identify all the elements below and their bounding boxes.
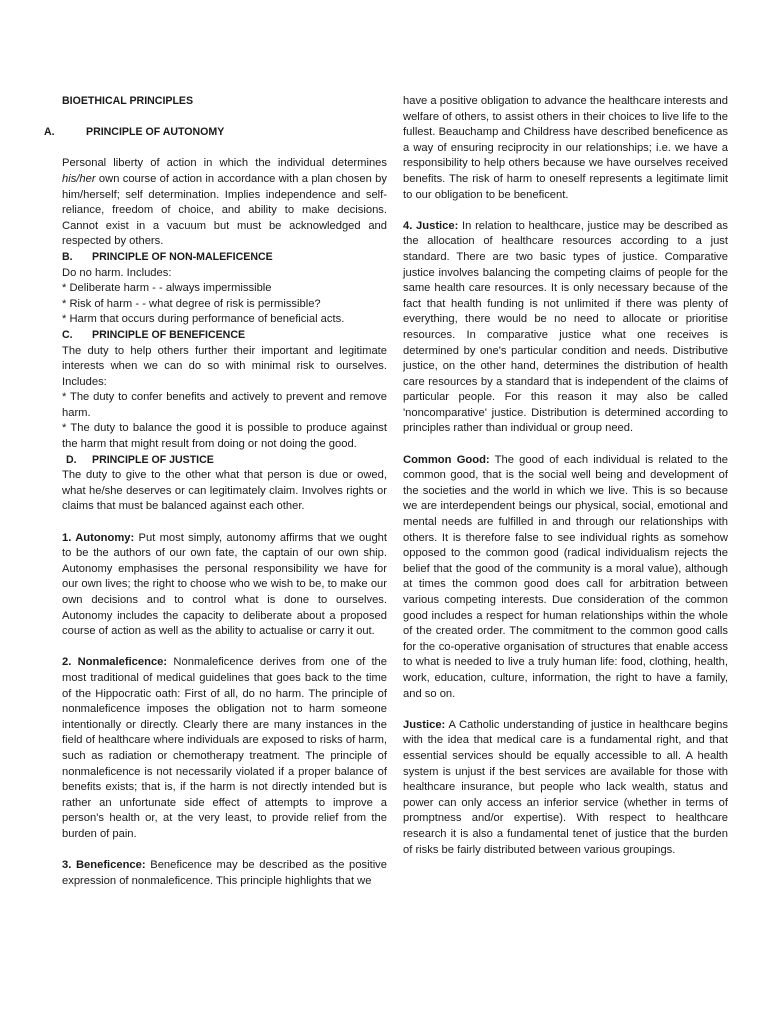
common-good-paragraph: Common Good: The good of each individual is related to the common good, that is the social well being and development of the societies and the world in which we live. This is so because we are interdependent beings our physical, social, emotional and mental needs are fulfilled in and through our relationships with others. It is therefore false to see individual rights as somehow opposed to the common good (radical individualism rejects the belief that the good of the community is a moral value), although at times the common good does call for arbitration between various competing interests. Due consideration of the common good includes a respect for human relationships within the whole of the created order. The commitment to the common good calls for the co-operative organisation of structures that enable access to what is needed to live a truly human life: food, clothing, health, work, education, culture, information, the right to have a family, and so on.	[403, 453, 729, 700]
right-column	[403, 94, 728, 858]
list-item: * The duty to balance the good it is possible to produce against the harm that might result from doing or not doing the good.	[62, 422, 387, 451]
list-item: * Deliberate harm - - always impermissible	[62, 282, 272, 295]
justice-intro: The duty to give to the other what that person is due or owed, what he/she deserves or can legitimately claim. Involves rights or claims that must be balanced against each other.	[62, 469, 387, 513]
justice-paragraph: 4. Justice: In relation to healthcare, justice may be described as the allocation of healthcare resources according to a just standard. There are two basic types of justice. Comparative justice involves balancing the competing claims of people for the same health care resources. It is only necessary because of the fact that health funding is not unlimited if there was plenty of everything, there would be no need to allocate or prioritise resources. In comparative justice what one receives is determined by one's particular condition and needs. Distributive justice, on the other hand, determines the distribution of health care resources by a standard that is independent of the claims of particular people. For this reason it may also be called 'noncomparative' justice. Distribution is determined according to principles rather than individual or group need.	[403, 219, 728, 435]
list-item: * The duty to confer benefits and actively to prevent and remove harm.	[62, 391, 387, 419]
section-c-heading: C. PRINCIPLE OF BENEFICENCE	[62, 328, 246, 341]
section-letter: A.	[44, 126, 55, 139]
beneficence-intro: The duty to help others further their important and legitimate interests when we can do so with minimal risk to ourselves. Includes:	[62, 344, 387, 388]
beneficence-paragraph: 3. Beneficence: Beneficence may be described as the positive expression of nonmaleficence. This principle highlights that we	[62, 859, 387, 887]
nonmaleficence-intro: Do no harm. Includes:	[62, 266, 172, 279]
left-column	[44, 94, 388, 889]
section-a-heading	[44, 125, 387, 141]
autonomy-paragraph: 1. Autonomy: Put most simply, autonomy affirms that we ought to be the authors of our own fate, the captain of our own ship. Autonomy emphasises the personal responsibility we have for our own lives; the right to choose who we wish to be, to make our own decisions and to control what is done to ourselves. Autonomy includes the capacity to deliberate about a proposed course of action as well as the ability to actualise or carry it out.	[62, 531, 388, 638]
section-title: PRINCIPLE OF AUTONOMY	[86, 126, 225, 139]
beneficence-paragraph-continued: have a positive obligation to advance the healthcare interests and welfare of others, to assist others in their choices to live life to the fullest. Beauchamp and Childress have described beneficence as a way of ensuring reciprocity in our relationships; i.e. we have a responsibility to help others because we have ourselves received benefits. The risk of harm to oneself represents a legitimate limit to our obligation to be beneficent.	[403, 95, 728, 201]
document-title: BIOETHICAL PRINCIPLES	[62, 95, 194, 107]
nonmaleficence-paragraph: 2. Nonmaleficence: Nonmaleficence derives from one of the most traditional of medical guidelines that goes back to the time of the Hippocratic oath: First of all, do no harm. The principle of nonmaleficence imposes the obligation not to harm someone intentionally or directly. Clearly there are many instances in the field of healthcare where individuals are exposed to risks of harm, such as radiation or chemotherapy treatment. The principle of nonmaleficence is not necessarily violated if a proper balance of benefits exists; that is, if the harm is not directly intended but is rather an unfortunate side effect of attempts to improve a person's health or, at the very least, to provide relief from the burden of pain.	[62, 656, 388, 840]
autonomy-intro-paragraph: Personal liberty of action in which the individual determines his/her own course of action in accordance with a plan chosen by him/herself; self determination. Implies independence and self-reliance, freedom of choice, and ability to make decisions. Cannot exist in a vacuum but must be acknowledged and respected by others.	[62, 157, 387, 248]
list-item: * Harm that occurs during performance of beneficial acts.	[62, 313, 345, 326]
list-item: * Risk of harm - - what degree of risk is permissible?	[62, 297, 321, 310]
section-b-heading: B. PRINCIPLE OF NON-MALEFICENCE	[62, 250, 273, 263]
section-d-heading: D. PRINCIPLE OF JUSTICE	[66, 453, 214, 466]
catholic-justice-paragraph: Justice: A Catholic understanding of justice in healthcare begins with the idea that medical care is a fundamental right, and that essential services should be equally accessible to all. A health system is unjust if the best services are available for those with healthcare insurance, but people who lack wealth, status and power can only access an inferior service (whether in terms of promptness and/or expertise). With respect to healthcare research it is also a fundamental tenet of justice that the burden of risks be fairly distributed between various groupings.	[403, 718, 728, 856]
